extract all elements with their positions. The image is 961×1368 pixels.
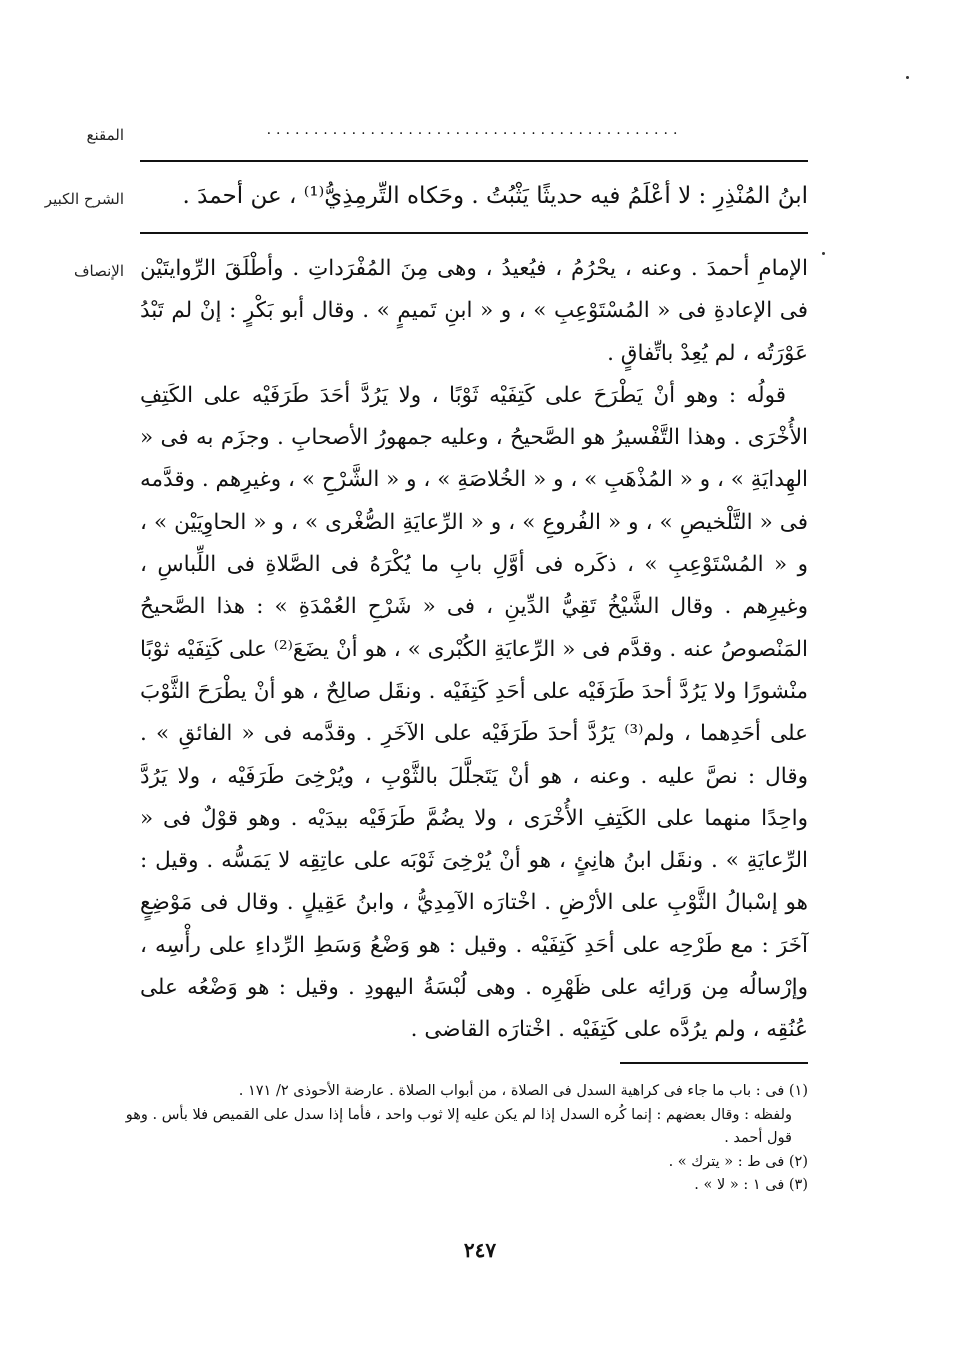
scan-speck xyxy=(822,252,825,255)
sharh-label: الشرح الكبير xyxy=(44,190,124,208)
footnote-1: (١) فى : باب ما جاء فى كراهية السدل فى الصلاة ، من أبواب الصلاة . عارضة الأحوذى ٢/ ١٧١ . xyxy=(238,1083,808,1099)
section-divider xyxy=(140,232,808,234)
page-number: ٢٤٧ xyxy=(463,1238,497,1262)
footnote-rule xyxy=(620,1062,808,1064)
footnote-3: (٣) فى ١ : « لا » . xyxy=(694,1177,808,1193)
footnotes xyxy=(120,1080,808,1198)
header-rule xyxy=(140,160,808,162)
insaf-text xyxy=(140,248,808,1052)
book-title-label: المقنع xyxy=(86,126,124,144)
insaf-paragraph-1: الإمامِ أحمدَ . وعنه ، يحْرُمُ ، فيُعيدُ ، وهى مِنَ المُفْرَداتِ . وأطْلَقَ الرِّوايتَيْن فى الإعادةِ فى « المُسْتَوْعِبِ » ، و « ابنِ تَميمٍ » . وقال أبو بَكْرٍ : إنْ لم تَبْدُ عَوْرَتُه ، لم يُعِدْ باتِّفاقٍ . xyxy=(140,256,808,366)
insaf-label: الإنصاف xyxy=(73,262,124,280)
footnote-1-continuation: ولفظه : وقال بعضهم : إنما كُره السدل إذا لم يكن عليه إلا ثوب واحد ، فأما إذا سدل على القميص فلا بأس . وهو قول أحمد . xyxy=(125,1106,792,1146)
footnote-2: (٢) فى ط : « يترك » . xyxy=(668,1153,808,1170)
header-dots: ............................................ xyxy=(266,122,683,138)
scan-speck xyxy=(906,76,909,79)
sharh-text: ابنُ المُنْذِرِ : لا أعْلَمُ فيه حديثًا يَثْبُتُ . وحَكاه التِّرمِذِيُّ⁽¹⁾ ، عن أحمدَ . xyxy=(182,183,808,209)
insaf-paragraph-2: قولُه : وهو أنْ يَطْرَحَ على كَتِفَيْه ثَوْبًا ، ولا يَرُدَّ أحَدَ طَرَفَيْه على الكَتِفِ الأُخْرَى . وهذا التَّفْسيرُ هو الصَّحيحُ ، وعليه جمهورُ الأصحابِ . وجزَم به فى « الهِدايَةِ » ، و « المُذْهَبِ » ، و « الخُلاصَةِ » ، و « الشَّرْحِ » ، وغيرِهم . وقدَّمه فى « التَّلْخيصِ » ، و « الفُروعِ » ، و « الرِّعايَةِ الصُّغْرى » ، و « الحاوِيَيْن » ، و « المُسْتَوْعِبِ » ، ذكَره فى أوَّلِ بابِ ما يُكْرَهُ فى الصَّلاةِ فى اللِّباسِ ، وغيرِهم . وقال الشَّيْخُ تَقِيُّ الدِّينِ ، فى « شَرْحِ العُمْدَةِ » : هذا الصَّحيحُ المَنْصوصُ عنه . وقدَّم فى « الرِّعايَةِ الكُبْرى » ، هو أنْ يضَعَ⁽²⁾ على كَتِفَيْه ثوْبًا منْشورًا ولا يَرُدَّ أحدَ طَرَفَيْه على أحَدِ كَتِفَيْه . ونقَل صالِحٌ ، هو أنْ يطْرَحَ الثَّوْبَ على أحَدِهما ، ولم⁽³⁾ يَرُدَّ أحدَ طَرَفَيْه على الآخَرِ . وقدَّمه فى « الفائقِ » . وقال : نصَّ عليه . وعنه ، هو أنْ يَتَجلَّلَ بالثَّوْبِ ، ويُرْخِىَ طَرَفَيْه ، ولا يَرُدَّ واحِدًا منهما على الكَتِفِ الأُخْرَى ، ولا يضُمَّ طَرَفَيْه بيدَيْه . وهو قوْلٌ فى « الرِّعايَةِ » . ونقَل ابنُ هانِئٍ ، هو أنْ يُرْخِىَ ثَوْبَه على عاتِقِه لا يَمَسُّه . وقيل : هو إسْبالُ الثَّوْبِ على الأرْضِ . اخْتارَه الآمِدِيُّ ، وابنُ عَقِيلٍ . وقال فى مَوْضِعٍ آخَرَ : مع طَرْحِه على أحَدِ كَتِفَيْه . وقيل : هو وَضْعُ وَسَطِ الرِّداءِ على رأْسِه ، وإرْسالُه مِن وَرائِه على ظَهْرِه . وهى لُبْسَةُ اليهودِ . وقيل : هو وَضْعُه على عُنُقِه ، ولم يرُدَّه على كَتِفَيْه . اخْتارَه القاضى . xyxy=(140,382,809,1043)
